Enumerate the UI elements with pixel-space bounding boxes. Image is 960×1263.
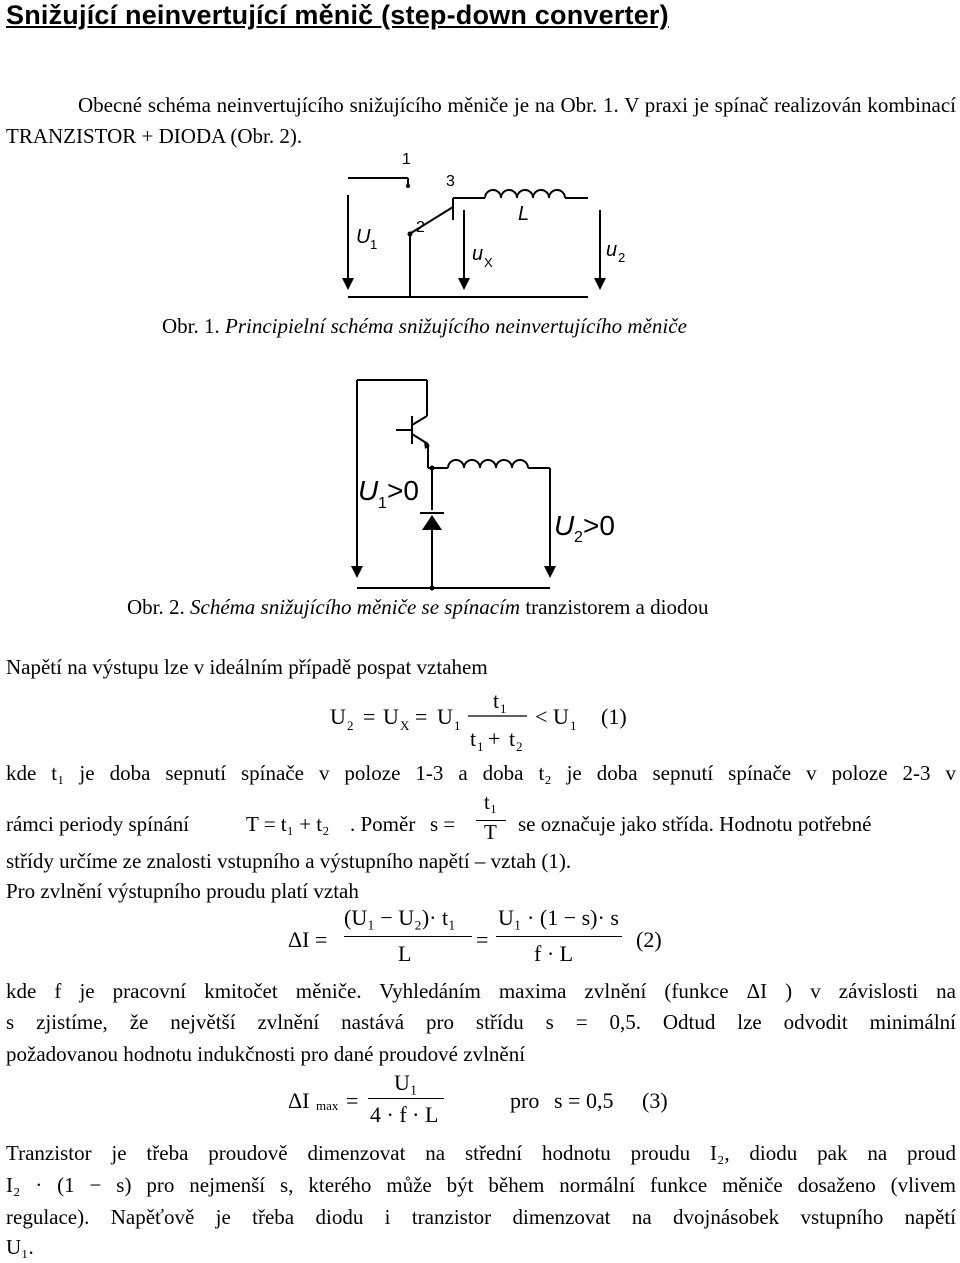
fig2-u1-sub: 1 (378, 495, 387, 512)
eq2-bar1 (344, 936, 472, 937)
caption-2-italic: Schéma snižujícího měniče se spínacím (190, 595, 521, 619)
fig2-u1-label: U (358, 475, 379, 506)
equation-3 (288, 1070, 708, 1136)
text-last-1: Tranzistor je třeba proudově dimenzovat na střední hodnotu proudu I₂, diodu pak na proud (6, 1141, 956, 1165)
svg-text:=: = (415, 704, 428, 729)
ramci-a: rámci periody spínání (6, 812, 190, 836)
svg-text:t: t (470, 726, 477, 751)
text-last-4: U₁. (6, 1235, 34, 1259)
ux-sub: X (484, 255, 493, 270)
eq3-number: (3) (642, 1088, 668, 1113)
line-ramci (6, 790, 956, 850)
svg-text:2: 2 (347, 718, 354, 733)
eq3-num: U₁ (394, 1070, 418, 1095)
caption-1-prefix: Obr. 1. (162, 314, 220, 338)
eq2-den1: L (398, 941, 412, 966)
ramci-b: . Poměr (350, 812, 416, 836)
text-zvlneni: Pro zvlnění výstupního proudu platí vztah (6, 879, 359, 903)
svg-text:1: 1 (454, 718, 461, 733)
u2-sub: 2 (618, 250, 626, 265)
ramci-num: t₁ (484, 790, 498, 814)
caption-2-prefix: Obr. 2. (127, 595, 185, 619)
svg-text:1: 1 (477, 739, 484, 754)
eq3-pro: pro (510, 1088, 540, 1113)
u1-sub: 1 (370, 237, 378, 252)
u1-label: U (356, 226, 371, 248)
eq2-number: (2) (636, 927, 662, 952)
text-s-zjistime: s zjistíme, že největší zvlnění nastává pro střídu s = 0,5. Odtud lze odvodit minimální (6, 1010, 956, 1034)
node-2-label: 2 (416, 219, 425, 236)
ramci-den: T (484, 820, 497, 844)
figure-1-schematic (330, 150, 650, 310)
svg-text:1: 1 (570, 718, 577, 733)
text-kde-1: kde t₁ je doba sepnutí spínače v poloze 1-3 a doba t₂ je doba sepnutí spínače v poloze 2-3 v (6, 761, 956, 785)
eq3-lhs-sub: max (316, 1098, 339, 1113)
svg-text:U: U (330, 704, 346, 729)
eq2-num2: U₁ · (1 − s)· s (498, 905, 619, 930)
u2-label: u (606, 239, 618, 261)
svg-text:t: t (509, 726, 516, 751)
eq3-bar (368, 1098, 444, 1099)
node-3-label: 3 (446, 173, 455, 190)
text-kde-2: kde f je pracovní kmitočet měniče. Vyhledáním maxima zvlnění (funkce ΔI ) v závislosti na (6, 979, 956, 1003)
figure-1-caption (162, 314, 687, 339)
eq3-eq: = (346, 1088, 359, 1113)
eq3-cond: s = 0,5 (554, 1088, 614, 1113)
page-title: Snižující neinvertující měnič (step-down converter) (6, 0, 669, 30)
ramci-s: s = (430, 812, 456, 836)
eq2-num1: (U₁ − U₂)· t₁ (344, 905, 456, 930)
ux-label: u (472, 243, 484, 265)
svg-text:X: X (400, 718, 410, 733)
svg-text:=: = (363, 704, 376, 729)
eq2-den2: f · L (534, 941, 574, 966)
svg-text:U: U (383, 704, 399, 729)
text-last-3: regulace). Napěťově je třeba diodu i tranzistor dimenzovat na dvojnásobek vstupního napětí (6, 1205, 956, 1229)
text-pozadovanou: požadovanou hodnotu indukčnosti pro dané proudové zvlnění (6, 1042, 526, 1066)
fig2-u2-cond: >0 (583, 510, 615, 541)
figure-2-caption (127, 595, 708, 620)
ramci-T: T = t₁ + t₂ (246, 812, 330, 836)
ramci-c: se označuje jako střída. Hodnotu potřebné (518, 812, 872, 836)
svg-text:1: 1 (500, 701, 507, 716)
eq3-lhs: ΔI (288, 1088, 310, 1113)
svg-text:(1): (1) (601, 704, 627, 729)
text-last-2: I₂ · (1 − s) pro nejmenší s, kterého může být během normální funkce měniče dosaženo (vlivem (6, 1173, 956, 1197)
caption-2-rest: tranzistorem a diodou (525, 595, 709, 619)
intro-paragraph: Obecné schéma neinvertujícího snižujícího měniče je na Obr. 1. V praxi je spínač realizován kombinací TRANZISTOR + DIODA (Obr. 2). (6, 93, 956, 148)
inductor-label: L (518, 203, 530, 225)
text-stridy: střídy určíme ze znalosti vstupního a výstupního napětí – vztah (1). (6, 849, 572, 873)
fig2-u2-sub: 2 (574, 529, 583, 546)
caption-1-text: Principielní schéma snižujícího neinvertujícího měniče (225, 314, 687, 338)
eq2-lhs: ΔI = (288, 927, 328, 952)
fig2-u1-cond: >0 (387, 475, 419, 506)
fig2-u2-label: U (554, 510, 575, 541)
equation-1 (325, 686, 645, 756)
figure-2-schematic (340, 370, 640, 595)
node-1-label: 1 (402, 151, 411, 168)
svg-text:t: t (493, 688, 500, 713)
svg-text:2: 2 (516, 739, 523, 754)
eq2-eq: = (476, 927, 489, 952)
eq3-den: 4 · f · L (370, 1102, 439, 1127)
text-vztahem: Napětí na výstupu lze v ideálním případě pospat vztahem (6, 655, 488, 679)
svg-text:<: < (535, 704, 548, 729)
equation-2 (288, 905, 688, 975)
svg-text:+: + (488, 726, 501, 751)
svg-text:U: U (553, 704, 569, 729)
eq2-bar2 (496, 936, 622, 937)
svg-text:U: U (437, 704, 453, 729)
